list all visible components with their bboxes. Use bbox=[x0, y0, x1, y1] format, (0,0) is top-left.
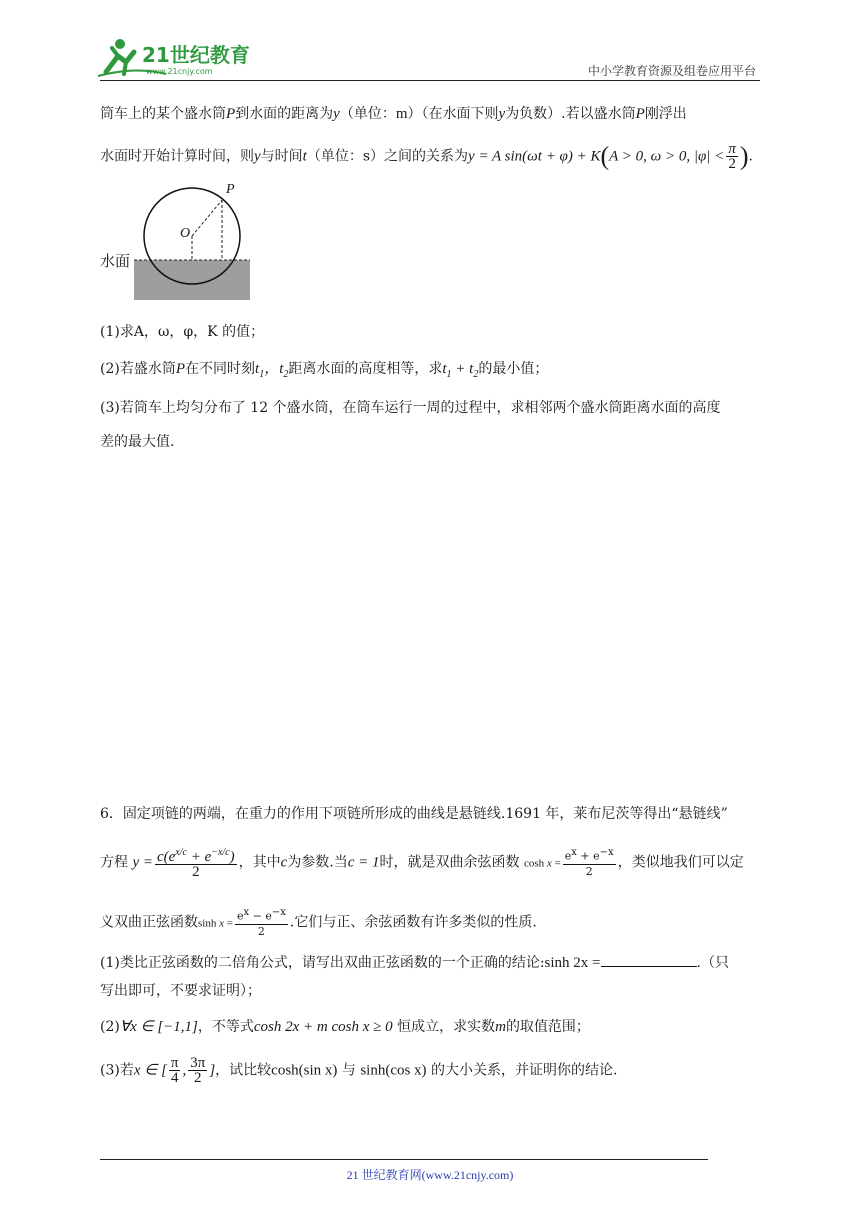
catenary-fraction: $\frac{c(e^{x/c} + e^{-x/c})}{2}$ bbox=[156, 847, 235, 880]
label-O: O bbox=[180, 226, 191, 241]
header-divider bbox=[100, 80, 760, 81]
problem5-q2: (2)若盛水筒P在不同时刻$t_1$，$t_2$距离水面的高度相等，求$t_1 + t_2$的最小值； bbox=[100, 361, 549, 380]
footer-divider bbox=[100, 1159, 708, 1160]
problem5-line2: 水面时开始计算时间，则y与时间t（单位：s）之间的关系为y = A sin(ωt + φ) + K(A > 0, ω > 0, |φ| < $\frac{\pi}{2}$ ). bbox=[100, 141, 753, 172]
wave-formula: y = A sin(ωt + φ) + K bbox=[468, 148, 601, 165]
problem6-q2: (2)∀x ∈ [−1,1]，不等式cosh 2x + m cosh x ≥ 0 恒成立，求实数m的取值范围； bbox=[100, 1019, 590, 1035]
label-P: P bbox=[226, 182, 235, 197]
problem5-q1: (1)求A，ω，φ，K 的值； bbox=[100, 324, 265, 340]
runner-logo-icon bbox=[96, 36, 266, 80]
label-water-surface: 水面 bbox=[100, 252, 131, 270]
problem6-line2: 方程 y = $\frac{c(e^{x/c} + e^{-x/c})}{2}$ ，其中c为参数.当c = 1时，就是双曲余弦函数 cosh x = $\frac{e^x + e^{-x}}{2}$ ，类似地我们可以定 bbox=[100, 847, 744, 880]
header-platform-title: 中小学教育资源及组卷应用平台 bbox=[587, 64, 756, 78]
problem6-line3: 义双曲正弦函数sinh x = $\frac{e^x - e^{-x}}{2}$ .它们与正、余弦函数有许多类似的性质. bbox=[100, 907, 537, 938]
svg-text:www.21cnjy.com: www.21cnjy.com bbox=[146, 67, 213, 76]
water-wheel-figure bbox=[96, 180, 256, 302]
site-logo bbox=[96, 36, 266, 80]
pi-over-2: $\frac{\pi}{2}$ bbox=[728, 141, 736, 172]
problem6-q1: (1)类比正弦函数的二倍角公式，请写出双曲正弦函数的一个正确的结论:sinh 2x = .（只 写出即可，不要求证明）； bbox=[100, 952, 762, 1001]
footer-site-link[interactable]: 21 世纪教育网(www.21cnjy.com) bbox=[346, 1168, 514, 1182]
problem5-line1: 筒车上的某个盛水筒P到水面的距离为y（单位：m）（在水面下则y为负数）.若以盛水筒P刚浮出 bbox=[100, 106, 687, 122]
water-region bbox=[134, 260, 250, 300]
problem6-q3: (3)若x ∈ [ $\frac{\pi}{4}$ , $\frac{3\pi}{2}$ ]，试比较cosh(sin x) 与 sinh(cos x) 的大小关系，并证明你的结论. bbox=[100, 1055, 618, 1086]
problem5-q3: (3)若筒车上均匀分布了 12 个盛水筒，在筒车运行一周的过程中，求相邻两个盛水筒距离水面的高度 差的最大值. bbox=[100, 400, 721, 450]
problem6-intro: 6．固定项链的两端，在重力的作用下项链所形成的曲线是悬链线.1691 年，莱布尼茨等得出“悬链线” bbox=[100, 806, 728, 822]
answer-blank[interactable] bbox=[601, 952, 697, 967]
svg-text:21世纪教育: 21世纪教育 bbox=[142, 43, 250, 67]
